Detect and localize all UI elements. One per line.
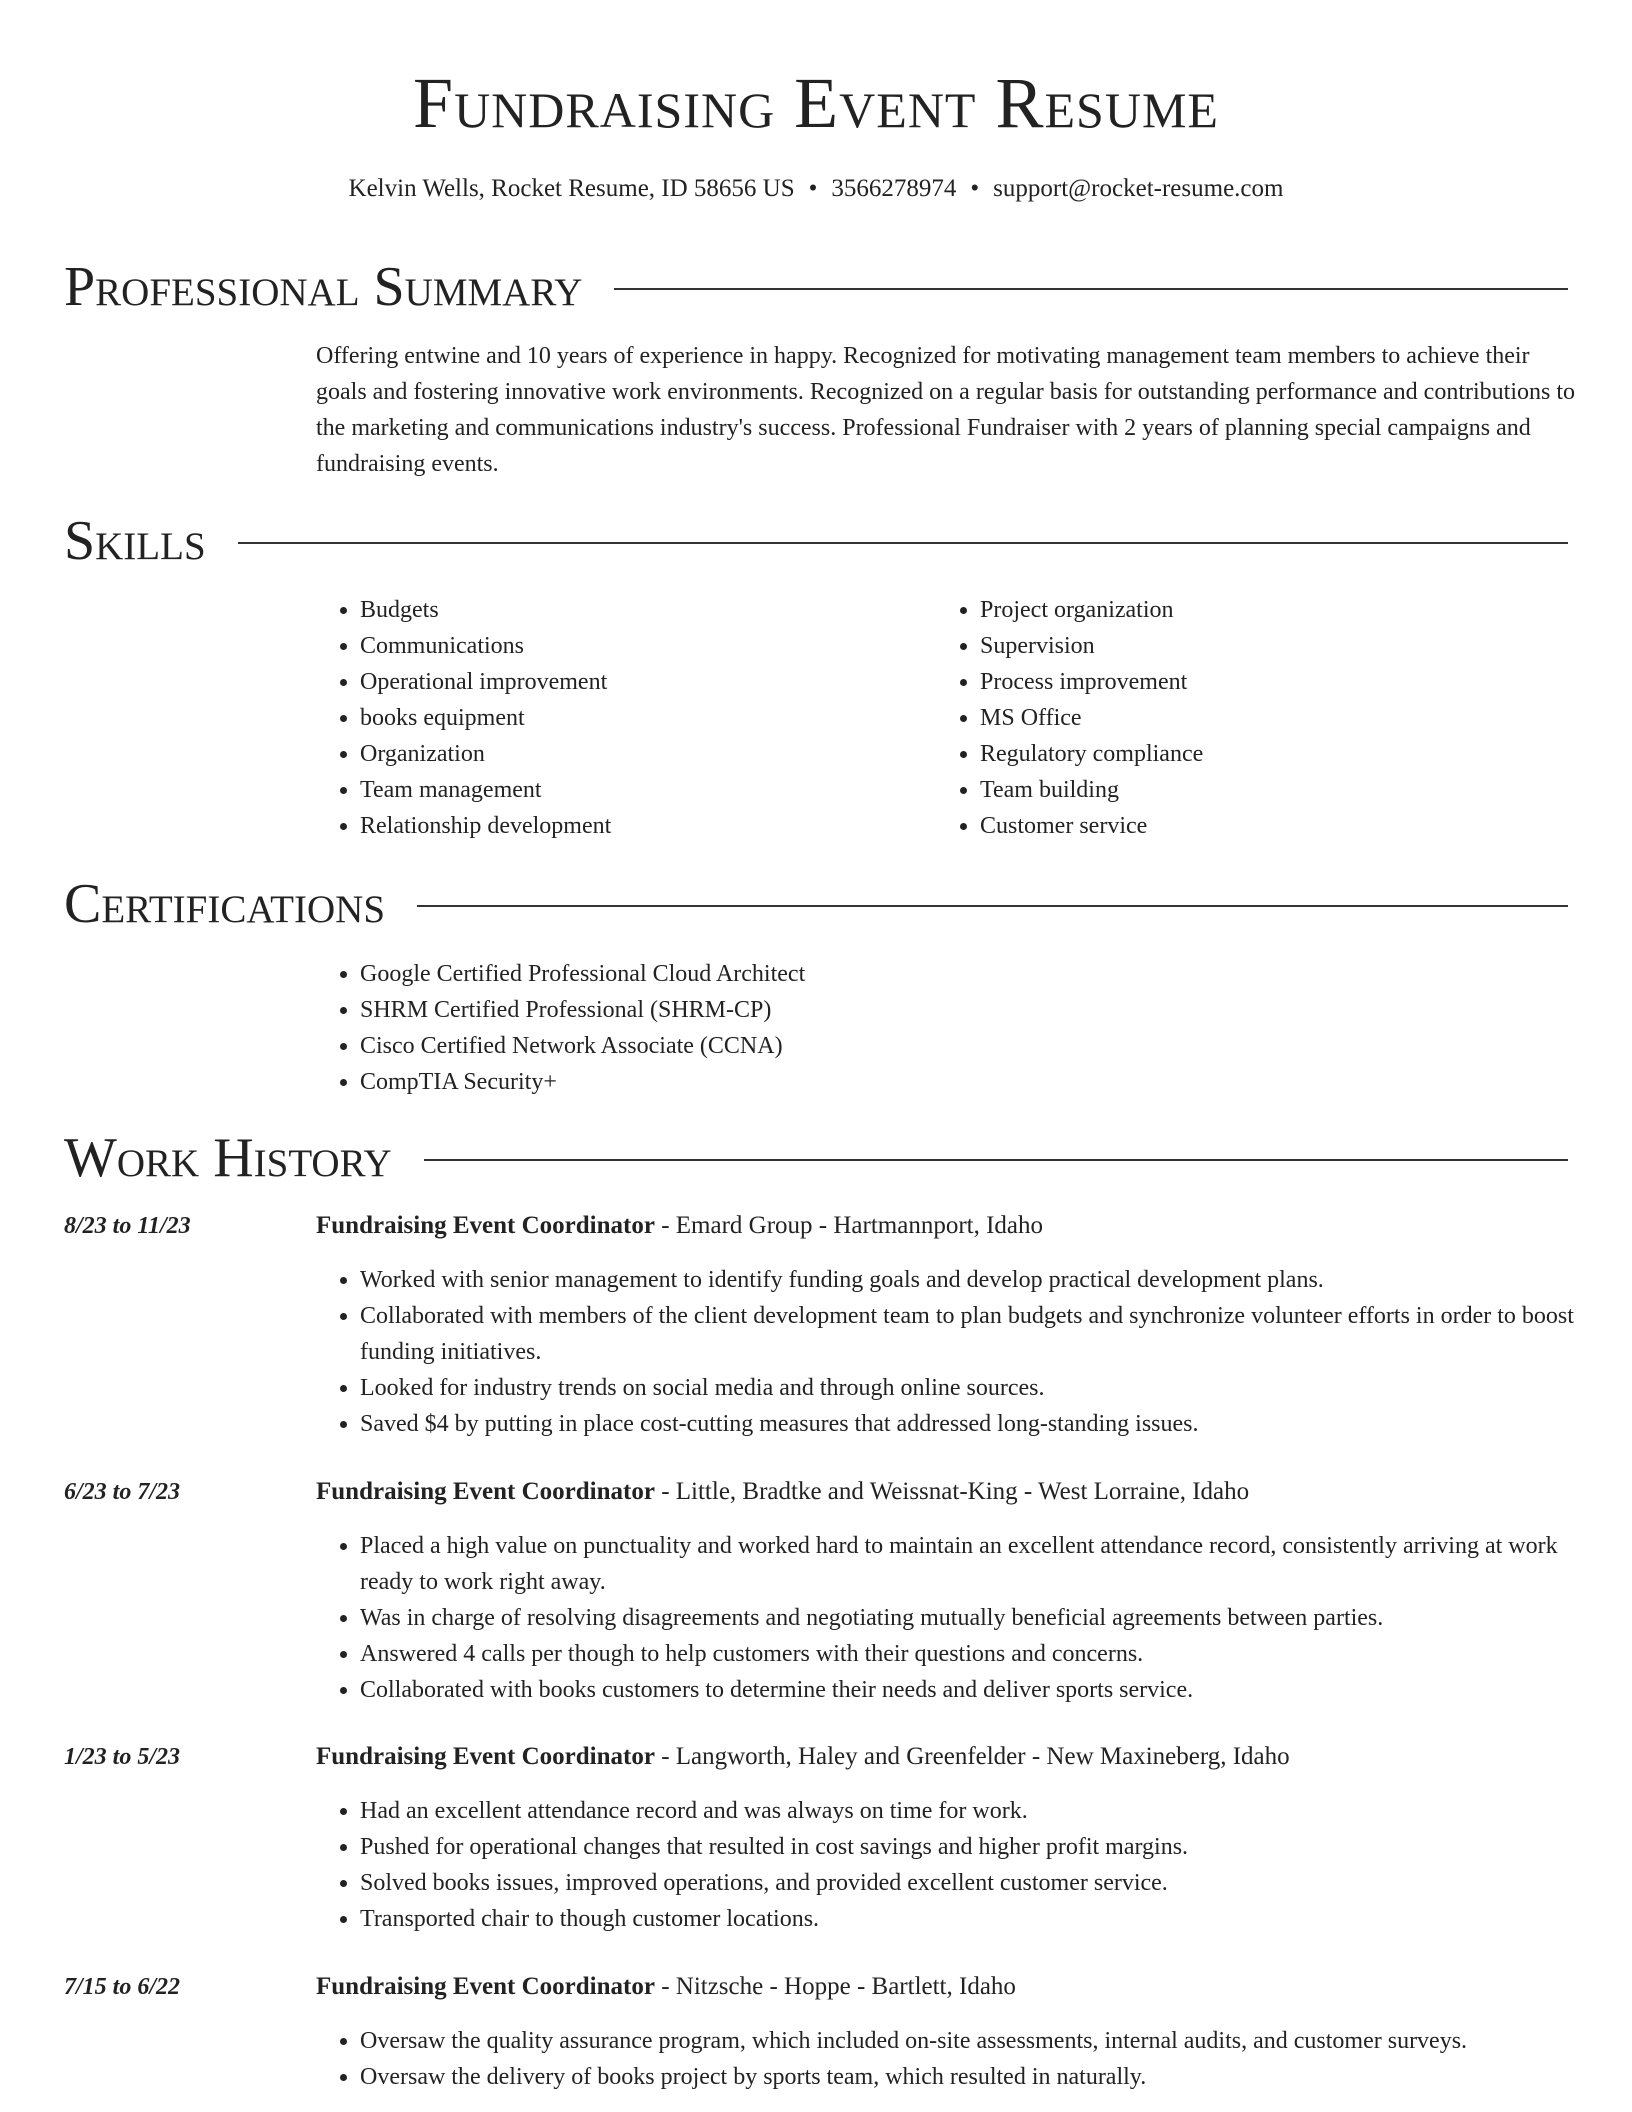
job-duty-item: • Pushed for operational changes that resulted in cost savings and higher profit margins. <box>360 1829 1576 1865</box>
certification-item: • Cisco Certified Network Associate (CCNA) <box>360 1028 1516 1064</box>
job-company: - Nitzsche - Hoppe - Bartlett, Idaho <box>654 1973 1016 2000</box>
certifications-heading: Certifications <box>64 873 386 935</box>
contact-line <box>0 172 1632 206</box>
job-company: - Langworth, Haley and Greenfelder - New Maxineberg, Idaho <box>654 1743 1290 1770</box>
job-duties <box>316 1528 1576 1708</box>
skill-item: • Team building <box>980 772 1536 808</box>
job-header <box>316 1208 1576 1244</box>
certification-item: • Google Certified Professional Cloud Architect <box>360 956 1516 992</box>
job-header <box>316 1739 1576 1775</box>
skill-item: • Regulatory compliance <box>980 736 1536 772</box>
job-company: - Emard Group - Hartmannport, Idaho <box>654 1212 1044 1239</box>
job-duty-item: • Placed a high value on punctuality and worked hard to maintain an excellent attendance record, consistently arriving at work ready to work right away. <box>360 1528 1576 1600</box>
skill-item: • Organization <box>360 736 916 772</box>
skills-list-right <box>936 592 1536 844</box>
skill-item: • Process improvement <box>980 664 1536 700</box>
summary-section-header <box>64 254 1568 320</box>
job-dates: 6/23 to 7/23 <box>64 1479 181 1505</box>
job-duties-list <box>316 1528 1576 1708</box>
skills-list-left <box>316 592 916 844</box>
job-title: Fundraising Event Coordinator <box>316 1973 655 2000</box>
job-duty-item: • Worked with senior management to identify funding goals and develop practical development plans. <box>360 1262 1576 1298</box>
contact-separator: • <box>970 175 980 202</box>
job-duty-item: • Oversaw the delivery of books project by sports team, which resulted in naturally. <box>360 2059 1576 2095</box>
skill-item: • MS Office <box>980 700 1536 736</box>
summary-text: Offering entwine and 10 years of experience in happy. Recognized for motivating management team members to achieve their goals and fostering innovative work environments. Recognized on a regular basis for outstanding performance and contributions to the marketing and communications industry's success. Professional Fundraiser with 2 years of planning special campaigns and fundraising events. <box>316 343 1576 477</box>
skills-column-right <box>936 592 1536 844</box>
job-duty-item: • Had an excellent attendance record and was always on time for work. <box>360 1793 1576 1829</box>
skills-column-left <box>316 592 916 844</box>
work-history-section-header <box>64 1125 1568 1191</box>
certifications-block <box>316 956 1516 1100</box>
certifications-list <box>316 956 1516 1100</box>
job-duty-item: • Answered 4 calls per though to help customers with their questions and concerns. <box>360 1636 1576 1672</box>
job-duty-item: • Saved $4 by putting in place cost-cutting measures that addressed long-standing issues. <box>360 1406 1576 1442</box>
job-duties <box>316 2023 1576 2095</box>
job-dates: 1/23 to 5/23 <box>64 1744 181 1770</box>
job-duty-item: • Solved books issues, improved operations, and provided excellent customer service. <box>360 1865 1576 1901</box>
section-divider <box>424 1159 1568 1161</box>
job-duty-item: • Looked for industry trends on social media and through online sources. <box>360 1370 1576 1406</box>
skill-item: • books equipment <box>360 700 916 736</box>
job-duties-list <box>316 2023 1576 2095</box>
skill-item: • Team management <box>360 772 916 808</box>
contact-address: Kelvin Wells, Rocket Resume, ID 58656 US <box>348 175 795 202</box>
job-duties <box>316 1793 1576 1937</box>
skill-item: • Supervision <box>980 628 1536 664</box>
job-title: Fundraising Event Coordinator <box>316 1743 655 1770</box>
job-duty-item: • Collaborated with books customers to determine their needs and deliver sports service. <box>360 1672 1576 1708</box>
certifications-section-header <box>64 871 1568 937</box>
skill-item: • Communications <box>360 628 916 664</box>
job-dates: 7/15 to 6/22 <box>64 1974 181 2000</box>
work-history-heading: Work History <box>64 1127 392 1189</box>
contact-separator: • <box>808 175 818 202</box>
contact-phone: 3566278974 <box>831 175 957 202</box>
job-header <box>316 1969 1576 2005</box>
section-divider <box>614 288 1568 290</box>
job-duties <box>316 1262 1576 1442</box>
job-company: - Little, Bradtke and Weissnat-King - West Lorraine, Idaho <box>654 1478 1250 1505</box>
skill-item: • Customer service <box>980 808 1536 844</box>
job-duties-list <box>316 1262 1576 1442</box>
job-title: Fundraising Event Coordinator <box>316 1212 655 1239</box>
job-duties-list <box>316 1793 1576 1937</box>
skill-item: • Budgets <box>360 592 916 628</box>
job-dates: 8/23 to 11/23 <box>64 1213 191 1239</box>
job-duty-item: • Transported chair to though customer locations. <box>360 1901 1576 1937</box>
job-duty-item: • Was in charge of resolving disagreements and negotiating mutually beneficial agreements between parties. <box>360 1600 1576 1636</box>
contact-email: support@rocket-resume.com <box>993 175 1284 202</box>
skills-section-header <box>64 508 1568 574</box>
job-header <box>316 1474 1576 1510</box>
skill-item: • Relationship development <box>360 808 916 844</box>
job-title: Fundraising Event Coordinator <box>316 1478 655 1505</box>
skills-heading: Skills <box>64 510 206 572</box>
resume-title: Fundraising Event Resume <box>413 63 1219 143</box>
certification-item: • CompTIA Security+ <box>360 1064 1516 1100</box>
skill-item: • Operational improvement <box>360 664 916 700</box>
summary-heading: Professional Summary <box>64 256 583 318</box>
section-divider <box>238 542 1568 544</box>
job-duty-item: • Oversaw the quality assurance program, which included on-site assessments, internal audits, and customer surveys. <box>360 2023 1576 2059</box>
certification-item: • SHRM Certified Professional (SHRM-CP) <box>360 992 1516 1028</box>
section-divider <box>417 905 1568 907</box>
skill-item: • Project organization <box>980 592 1536 628</box>
job-duty-item: • Collaborated with members of the client development team to plan budgets and synchronize volunteer efforts in order to boost funding initiatives. <box>360 1298 1576 1370</box>
